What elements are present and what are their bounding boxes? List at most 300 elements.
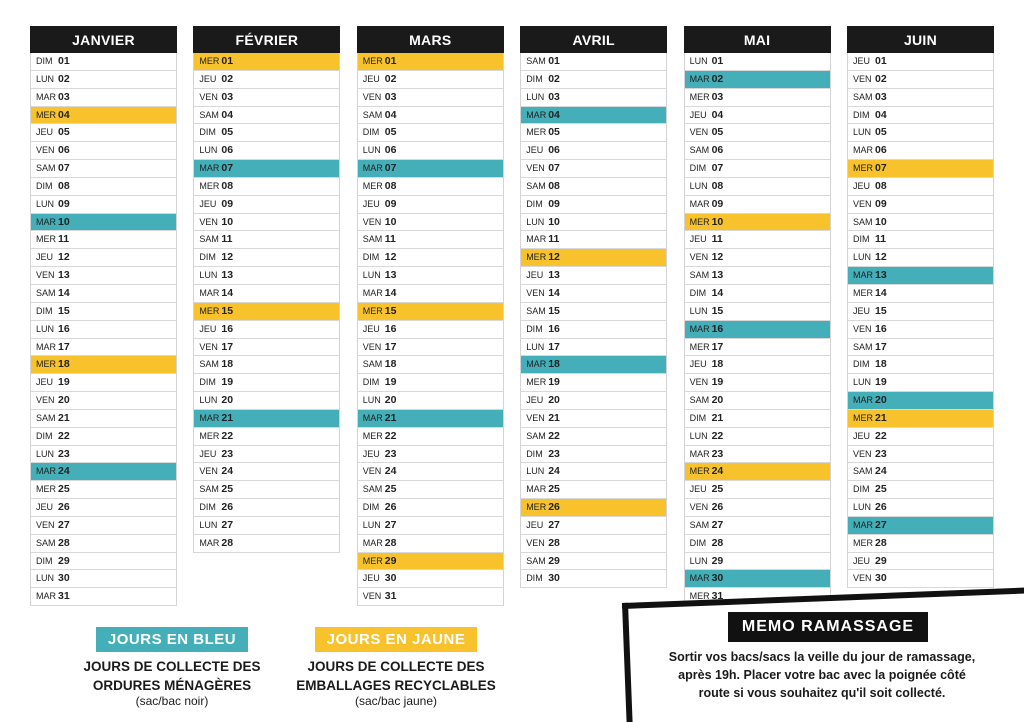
day-number: 03: [384, 90, 397, 103]
day-row: [194, 178, 339, 196]
weekday-label: MAR: [853, 395, 873, 406]
weekday-label: DIM: [362, 377, 380, 388]
day-number: 15: [548, 304, 560, 317]
day-row: [358, 553, 503, 571]
day-number: 14: [384, 286, 397, 299]
day-number: 04: [711, 108, 724, 121]
weekday-label: JEU: [36, 502, 54, 513]
weekday-label: JEU: [853, 56, 871, 66]
weekday-label: MER: [199, 305, 220, 316]
day-number: 08: [58, 179, 70, 192]
day-row: [358, 392, 503, 410]
day-number: 21: [221, 411, 234, 424]
weekday-label: LUN: [362, 145, 381, 156]
day-row: [848, 517, 993, 535]
day-number: 11: [221, 233, 233, 246]
day-row: [31, 553, 176, 571]
day-number: 17: [58, 340, 70, 353]
weekday-label: LUN: [689, 180, 708, 191]
day-row: [358, 446, 503, 464]
weekday-label: MAR: [36, 91, 56, 102]
day-number: 23: [384, 447, 397, 460]
weekday-label: JEU: [362, 323, 380, 334]
weekday-label: JEU: [526, 145, 544, 156]
day-row: [848, 142, 993, 160]
weekday-label: MER: [689, 466, 710, 477]
day-number: 16: [384, 322, 397, 335]
day-number: 29: [384, 554, 397, 567]
day-row: [685, 321, 830, 339]
day-row: [358, 517, 503, 535]
day-number: 13: [875, 269, 887, 282]
legend-blue-subtitle: (sac/bac noir): [135, 694, 209, 708]
day-row: [848, 535, 993, 553]
day-number: 27: [221, 518, 234, 531]
day-row: [358, 410, 503, 428]
day-row: [31, 570, 176, 588]
day-row: [194, 481, 339, 499]
day-number: 30: [548, 572, 560, 585]
day-number: 27: [711, 518, 724, 531]
weekday-label: JEU: [853, 430, 871, 441]
day-row: [521, 463, 666, 481]
day-number: 12: [221, 251, 234, 264]
day-row: [685, 107, 830, 125]
day-number: 29: [58, 554, 70, 567]
weekday-label: SAM: [853, 216, 873, 227]
weekday-label: DIM: [362, 252, 380, 263]
day-number: 02: [548, 72, 560, 85]
day-row: [358, 588, 503, 606]
weekday-label: VEN: [36, 519, 55, 530]
weekday-label: DIM: [199, 127, 216, 138]
day-number: 28: [875, 536, 887, 549]
legend-yellow-subtitle: (sac/bac jaune): [354, 694, 438, 708]
legend-blue-title-line1: JOURS DE COLLECTE DES: [83, 659, 261, 674]
day-number: 24: [384, 465, 397, 478]
weekday-label: LUN: [199, 270, 218, 281]
day-row: [521, 321, 666, 339]
day-number: 21: [548, 411, 560, 424]
weekday-label: MAR: [362, 537, 383, 548]
day-number: 19: [711, 376, 724, 389]
day-row: [685, 392, 830, 410]
weekday-label: SAM: [526, 555, 546, 566]
day-number: 08: [875, 179, 887, 192]
day-number: 22: [711, 429, 724, 442]
day-row: [194, 124, 339, 142]
day-row: [358, 374, 503, 392]
weekday-label: MER: [362, 180, 383, 191]
weekday-label: DIM: [362, 502, 380, 513]
legend-yellow-badge: JOURS EN JAUNE: [315, 627, 478, 652]
day-row: [31, 356, 176, 374]
weekday-label: MAR: [853, 270, 873, 281]
day-row: [685, 71, 830, 89]
day-number: 31: [711, 590, 724, 603]
weekday-label: LUN: [689, 305, 708, 316]
day-number: 29: [711, 554, 724, 567]
day-number: 28: [384, 536, 397, 549]
weekday-label: JEU: [689, 234, 707, 245]
weekday-label: MAR: [853, 145, 873, 156]
day-number: 12: [58, 251, 70, 264]
day-row: [358, 214, 503, 232]
weekday-label: DIM: [362, 127, 380, 138]
day-number: 06: [384, 144, 397, 157]
day-number: 20: [221, 394, 234, 407]
day-row: [358, 339, 503, 357]
day-row: [685, 535, 830, 553]
day-row: [685, 267, 830, 285]
weekday-label: SAM: [199, 234, 219, 245]
day-number: 05: [384, 126, 397, 139]
day-row: [194, 160, 339, 178]
weekday-label: DIM: [526, 198, 543, 209]
day-row: [358, 178, 503, 196]
day-number: 11: [384, 233, 396, 246]
weekday-label: MAR: [526, 484, 547, 495]
day-row: [685, 374, 830, 392]
day-row: [685, 249, 830, 267]
weekday-label: JEU: [853, 305, 871, 316]
day-number: 17: [875, 340, 887, 353]
weekday-label: DIM: [689, 287, 707, 298]
day-row: [521, 535, 666, 553]
day-number: 26: [711, 501, 724, 514]
day-row: [31, 178, 176, 196]
weekday-label: MAR: [689, 73, 710, 84]
weekday-label: DIM: [199, 502, 216, 513]
day-number: 13: [221, 269, 234, 282]
day-row: [31, 124, 176, 142]
weekday-label: VEN: [526, 537, 545, 548]
weekday-label: MER: [853, 537, 873, 548]
weekday-label: LUN: [853, 127, 872, 138]
day-number: 20: [384, 394, 397, 407]
day-number: 22: [548, 429, 560, 442]
day-number: 08: [711, 179, 724, 192]
day-number: 29: [548, 554, 560, 567]
day-number: 03: [548, 90, 560, 103]
day-number: 11: [875, 233, 887, 246]
day-row: [358, 428, 503, 446]
day-row: [194, 321, 339, 339]
day-row: [31, 517, 176, 535]
day-row: [358, 160, 503, 178]
weekday-label: VEN: [362, 216, 382, 227]
day-row: [848, 71, 993, 89]
day-number: 26: [548, 501, 560, 514]
day-number: 06: [875, 144, 887, 157]
day-row: [848, 267, 993, 285]
day-number: 21: [58, 411, 70, 424]
day-row: [848, 339, 993, 357]
weekday-label: MAR: [199, 163, 220, 174]
day-number: 14: [875, 286, 887, 299]
day-row: [358, 303, 503, 321]
day-number: 09: [711, 197, 724, 210]
weekday-label: DIM: [36, 430, 53, 441]
weekday-label: LUN: [199, 145, 218, 156]
day-number: 01: [711, 55, 724, 67]
weekday-label: JEU: [362, 198, 380, 209]
day-row: [685, 553, 830, 571]
weekday-label: MER: [526, 252, 547, 263]
weekday-label: LUN: [36, 573, 55, 584]
day-row: [194, 249, 339, 267]
weekday-label: LUN: [689, 430, 708, 441]
day-number: 05: [58, 126, 70, 139]
legend-yellow-title-line2: EMBALLAGES RECYCLABLES: [296, 678, 496, 693]
day-row: [194, 446, 339, 464]
weekday-label: JEU: [526, 270, 544, 281]
day-row: [31, 231, 176, 249]
day-row: [358, 142, 503, 160]
day-row: [521, 89, 666, 107]
weekday-label: MAR: [199, 412, 220, 423]
day-number: 01: [58, 55, 70, 67]
day-number: 07: [711, 162, 724, 175]
weekday-label: MAR: [689, 198, 710, 209]
memo-text: [642, 648, 1002, 702]
weekday-label: JEU: [199, 323, 217, 334]
day-row: [194, 428, 339, 446]
day-row: [358, 231, 503, 249]
day-number: 07: [548, 162, 560, 175]
day-number: 09: [875, 197, 887, 210]
weekday-label: LUN: [689, 555, 708, 566]
day-number: 06: [548, 144, 560, 157]
day-number: 31: [58, 590, 70, 603]
day-row: [31, 249, 176, 267]
day-number: 25: [711, 483, 724, 496]
day-number: 13: [548, 269, 560, 282]
weekday-label: DIM: [853, 484, 870, 495]
day-number: 18: [384, 358, 397, 371]
day-row: [31, 446, 176, 464]
day-row: [194, 392, 339, 410]
day-row: [848, 553, 993, 571]
day-row: [848, 374, 993, 392]
day-number: 14: [221, 286, 234, 299]
day-row: [521, 392, 666, 410]
day-number: 15: [711, 304, 724, 317]
day-row: [685, 285, 830, 303]
day-number: 18: [548, 358, 560, 371]
day-row: [685, 446, 830, 464]
day-number: 06: [221, 144, 234, 157]
day-number: 19: [875, 376, 887, 389]
weekday-label: VEN: [362, 91, 382, 102]
day-row: [848, 124, 993, 142]
day-number: 08: [384, 179, 397, 192]
day-number: 26: [58, 501, 70, 514]
day-row: [848, 89, 993, 107]
day-row: [848, 196, 993, 214]
day-number: 21: [384, 411, 397, 424]
weekday-label: JEU: [199, 448, 217, 459]
day-row: [31, 535, 176, 553]
weekday-label: MAR: [362, 412, 383, 423]
day-number: 07: [384, 162, 397, 175]
day-number: 16: [875, 322, 887, 335]
weekday-label: MAR: [853, 519, 873, 530]
day-row: [358, 285, 503, 303]
day-row: [521, 356, 666, 374]
month-column-janvier: [30, 26, 177, 606]
day-number: 18: [711, 358, 724, 371]
day-number: 01: [548, 55, 560, 67]
day-number: 04: [548, 108, 560, 121]
day-number: 01: [875, 55, 887, 67]
day-row: [194, 499, 339, 517]
day-number: 03: [875, 90, 887, 103]
day-row: [521, 142, 666, 160]
weekday-label: MAR: [36, 216, 56, 227]
weekday-label: SAM: [362, 484, 383, 495]
day-number: 14: [711, 286, 724, 299]
day-number: 25: [384, 483, 397, 496]
month-column-mai: [684, 26, 831, 606]
month-header: AVRIL: [520, 26, 667, 53]
weekday-label: LUN: [362, 519, 381, 530]
day-row: [685, 517, 830, 535]
month-header: MAI: [684, 26, 831, 53]
day-row: [31, 499, 176, 517]
weekday-label: MAR: [199, 537, 220, 548]
day-number: 16: [711, 322, 724, 335]
day-row: [194, 214, 339, 232]
weekday-label: VEN: [853, 198, 872, 209]
weekday-label: SAM: [689, 145, 710, 156]
month-header: MARS: [357, 26, 504, 53]
day-number: 04: [384, 108, 397, 121]
legend-yellow-title: [286, 657, 506, 695]
weekday-label: DIM: [199, 252, 216, 263]
day-number: 28: [548, 536, 560, 549]
day-row: [521, 517, 666, 535]
weekday-label: SAM: [199, 109, 219, 120]
day-number: 28: [58, 536, 70, 549]
day-number: 10: [221, 215, 234, 228]
weekday-label: DIM: [36, 180, 53, 191]
day-number: 22: [384, 429, 397, 442]
weekday-label: LUN: [689, 56, 708, 66]
day-number: 05: [711, 126, 724, 139]
day-row: [848, 428, 993, 446]
day-row: [848, 321, 993, 339]
day-row: [31, 267, 176, 285]
weekday-label: LUN: [526, 466, 545, 477]
day-row: [31, 53, 176, 71]
day-number: 28: [221, 536, 234, 549]
day-number: 12: [384, 251, 397, 264]
day-row: [31, 107, 176, 125]
day-row: [31, 214, 176, 232]
day-number: 13: [58, 269, 70, 282]
weekday-label: MER: [362, 430, 383, 441]
day-row: [358, 481, 503, 499]
day-row: [194, 339, 339, 357]
day-number: 10: [384, 215, 397, 228]
day-row: [521, 267, 666, 285]
day-row: [521, 428, 666, 446]
weekday-label: JEU: [199, 198, 217, 209]
day-row: [194, 535, 339, 553]
weekday-label: MAR: [199, 287, 220, 298]
day-number: 01: [221, 55, 234, 67]
day-row: [848, 303, 993, 321]
month-column-juin: [847, 26, 994, 588]
weekday-label: SAM: [36, 537, 56, 548]
weekday-label: JEU: [362, 448, 380, 459]
day-row: [358, 535, 503, 553]
weekday-label: SAM: [36, 163, 56, 174]
day-number: 13: [384, 269, 397, 282]
day-row: [521, 303, 666, 321]
weekday-label: SAM: [526, 430, 546, 441]
day-number: 01: [384, 55, 397, 67]
weekday-label: LUN: [853, 377, 872, 388]
day-number: 27: [384, 518, 397, 531]
weekday-label: MAR: [689, 573, 710, 584]
weekday-label: JEU: [36, 252, 54, 263]
weekday-label: VEN: [853, 323, 872, 334]
weekday-label: VEN: [689, 127, 709, 138]
weekday-label: SAM: [526, 180, 546, 191]
day-number: 19: [548, 376, 560, 389]
weekday-label: LUN: [853, 502, 872, 513]
day-number: 27: [58, 518, 70, 531]
weekday-label: MER: [362, 305, 383, 316]
weekday-label: DIM: [526, 448, 543, 459]
day-number: 24: [58, 465, 70, 478]
day-row: [685, 142, 830, 160]
day-number: 11: [58, 233, 70, 246]
weekday-label: VEN: [362, 466, 382, 477]
weekday-label: VEN: [526, 163, 545, 174]
day-number: 24: [548, 465, 560, 478]
day-row: [358, 107, 503, 125]
weekday-label: VEN: [526, 412, 545, 423]
day-row: [358, 499, 503, 517]
day-number: 10: [875, 215, 887, 228]
weekday-label: SAM: [853, 341, 873, 352]
weekday-label: LUN: [199, 519, 218, 530]
legend-blue-badge: JOURS EN BLEU: [96, 627, 248, 652]
day-number: 18: [58, 358, 70, 371]
day-row: [521, 570, 666, 588]
weekday-label: SAM: [362, 359, 383, 370]
legend-yellow-title-line1: JOURS DE COLLECTE DES: [307, 659, 485, 674]
weekday-label: DIM: [853, 234, 870, 245]
weekday-label: MAR: [689, 323, 710, 334]
day-row: [848, 231, 993, 249]
day-number: 03: [221, 90, 234, 103]
day-row: [521, 285, 666, 303]
day-row: [358, 53, 503, 71]
weekday-label: VEN: [362, 591, 382, 602]
day-number: 12: [548, 251, 560, 264]
day-number: 21: [711, 411, 724, 424]
weekday-label: SAM: [199, 359, 219, 370]
day-row: [358, 267, 503, 285]
day-number: 25: [58, 483, 70, 496]
month-header: JUIN: [847, 26, 994, 53]
day-number: 15: [384, 304, 397, 317]
weekday-label: JEU: [199, 73, 217, 84]
